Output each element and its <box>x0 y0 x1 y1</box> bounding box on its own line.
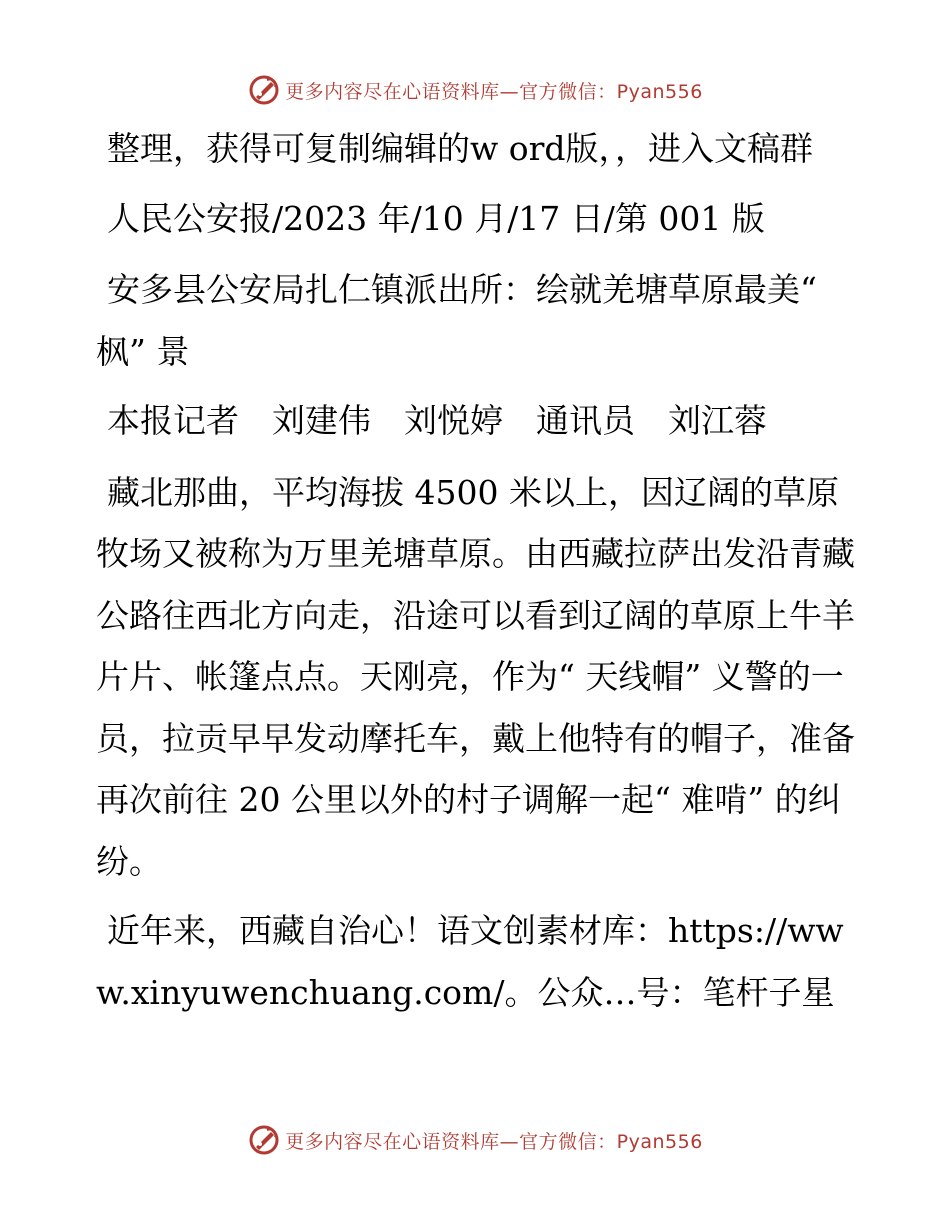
paragraph-1: 藏北那曲，平均海拔 4500 米以上，因辽阔的草原牧场又被称为万里羌塘草原。由西藏拉萨出发沿青藏公路往西北方向走，沿途可以看到辽阔的草原上牛羊片片、帐篷点点。天刚亮，作为“ 天线帽” 义警的一员，拉贡早早发动摩托车，戴上他特有的帽子，准备再次前往 20 公里以外的村子调解一起“ 难啃” 的纠纷。 <box>96 472 855 881</box>
document-body <box>96 118 856 1031</box>
intro-line: 整理，获得可复制编辑的w ord版，，进入文稿群 <box>107 129 814 168</box>
footer-banner-contact: 官方微信：Pyan556 <box>519 1130 703 1153</box>
footer-banner <box>0 1120 950 1160</box>
source-line: 人民公安报/2023 年/10 月/17 日/第 001 版 <box>107 198 765 238</box>
header-banner-label: 更多内容尽在心语资料库 <box>285 80 500 103</box>
header-banner-separator: — <box>499 80 520 103</box>
article-headline: 安多县公安局扎仁镇派出所：绘就羌塘草原最美“ 枫” 景 <box>96 270 817 371</box>
header-banner-contact: 官方微信：Pyan556 <box>519 80 703 103</box>
byline: 本报记者 刘建伟 刘悦婷 通讯员 刘江蓉 <box>107 401 767 440</box>
footer-banner-separator: — <box>499 1130 520 1153</box>
quill-circle-logo-icon <box>247 1123 281 1157</box>
paragraph-2: 近年来，西藏自治心！语文创素材库：https://www.xinyuwenchuang.com/。公众…号：笔杆子星 <box>96 911 844 1012</box>
header-banner <box>0 70 950 110</box>
footer-banner-text <box>285 1127 703 1154</box>
header-banner-text <box>285 77 703 104</box>
footer-banner-label: 更多内容尽在心语资料库 <box>285 1130 500 1153</box>
quill-circle-logo-icon <box>247 73 281 107</box>
